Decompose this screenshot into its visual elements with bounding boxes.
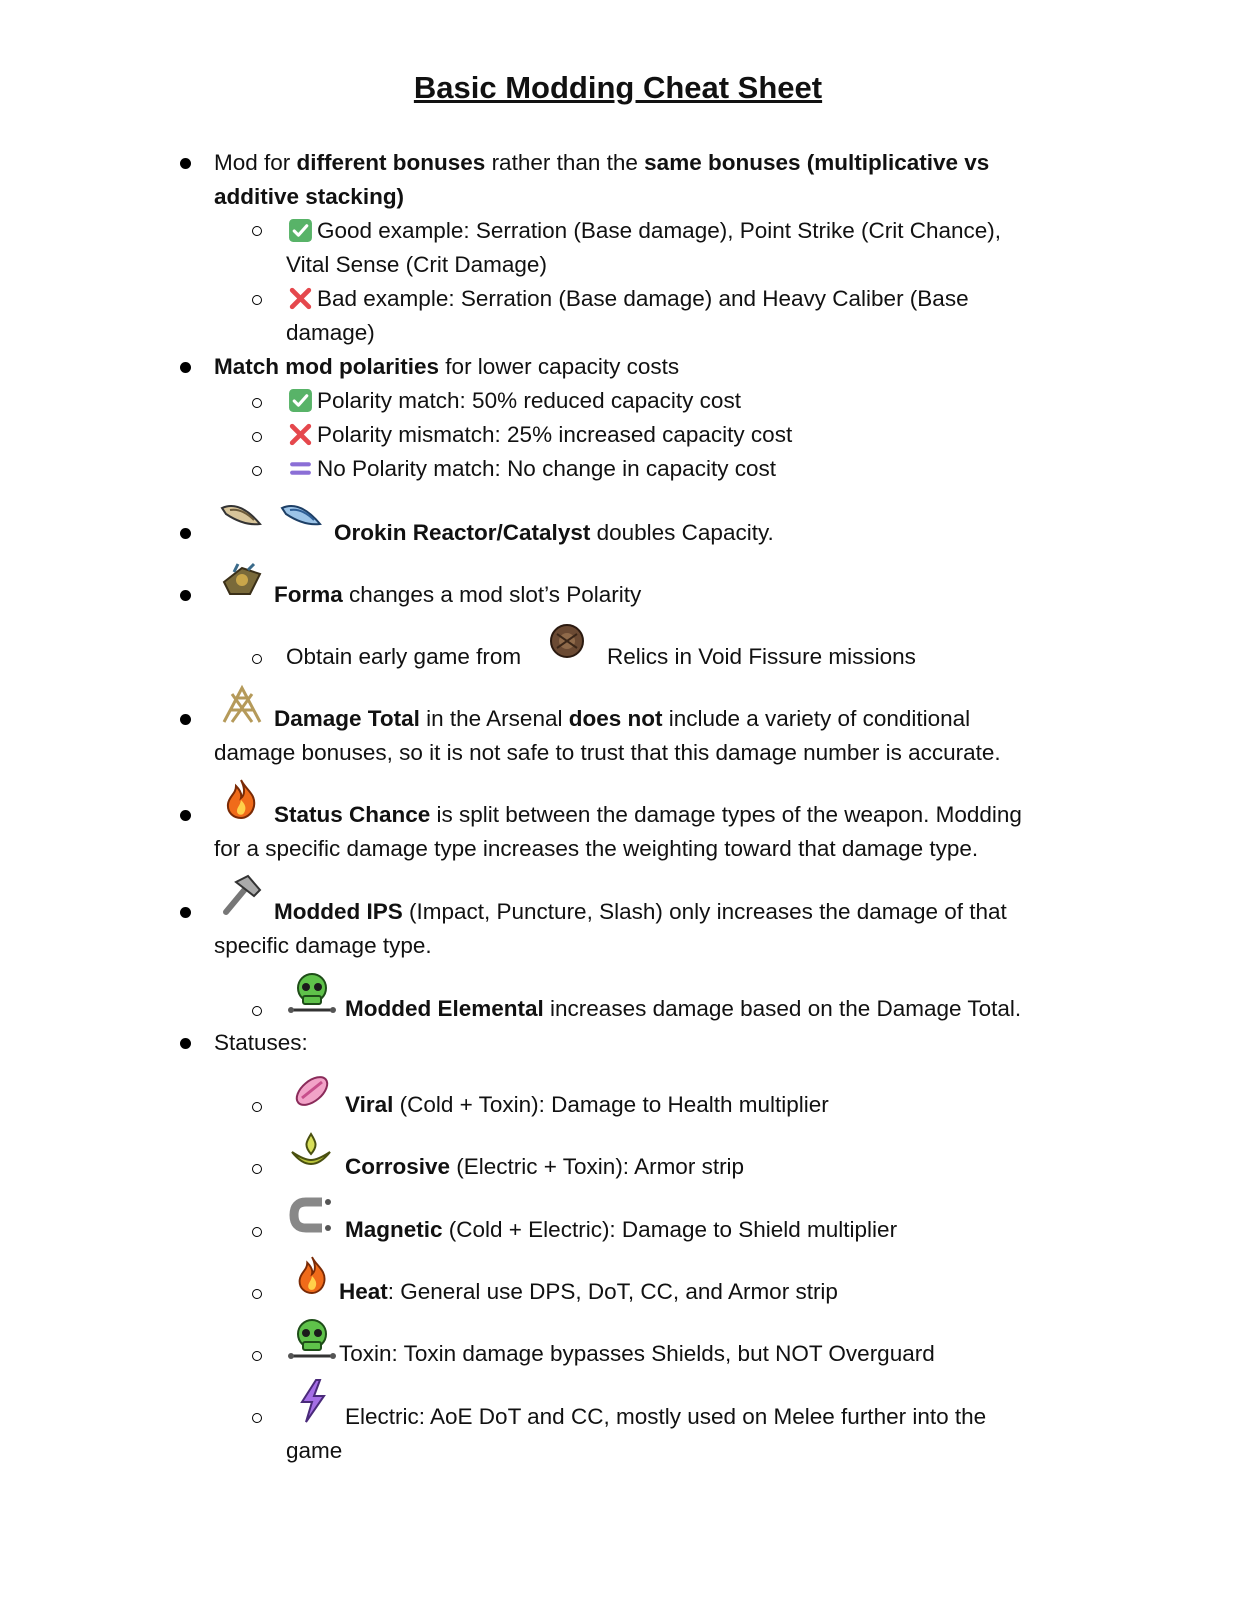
text: (Electric + Toxin): Armor strip xyxy=(450,1154,745,1179)
corrosive-icon xyxy=(288,1130,334,1174)
text-bold: different bonuses xyxy=(296,150,486,175)
bullet xyxy=(180,590,191,601)
bullet-7-line-2: specific damage type. xyxy=(214,933,432,958)
text: doubles Capacity. xyxy=(590,520,774,545)
text: in the Arsenal xyxy=(419,706,569,731)
orokin-catalyst-icon xyxy=(280,500,322,532)
text: rather than the xyxy=(485,150,645,175)
sub-bullet xyxy=(252,1351,262,1361)
bullet xyxy=(180,810,191,821)
text-bold: Modded IPS xyxy=(274,899,403,924)
forma-icon xyxy=(220,560,264,600)
text: No Polarity match: No change in capacity cost xyxy=(317,456,776,481)
bullet-1-line-2: additive stacking) xyxy=(214,184,405,209)
fire-icon xyxy=(294,1254,330,1296)
text-bold: Damage Total xyxy=(274,706,420,731)
sub-bullet xyxy=(252,432,262,442)
sub-bullet xyxy=(252,226,262,236)
status-heat xyxy=(339,1275,838,1309)
sub-bullet xyxy=(252,1164,262,1174)
text-bold: does not xyxy=(568,706,663,731)
text: : General use DPS, DoT, CC, and Armor strip xyxy=(387,1279,838,1304)
bullet-5-line-1 xyxy=(274,702,970,736)
status-toxin: Toxin: Toxin damage bypasses Shields, but NOT Overguard xyxy=(339,1341,935,1366)
sub-bullet xyxy=(252,654,262,664)
text-bold: Viral xyxy=(345,1092,394,1117)
cross-mark-icon xyxy=(288,422,313,447)
sub-bullet xyxy=(252,1006,262,1016)
bullet-3-line xyxy=(334,516,774,550)
bullet xyxy=(180,907,191,918)
sub-bullet xyxy=(252,1289,262,1299)
page-title: Basic Modding Cheat Sheet xyxy=(413,70,823,105)
sub-bullet xyxy=(252,1413,262,1423)
sub-bullet xyxy=(252,295,262,305)
text: Bad example: Serration (Base damage) and Heavy Caliber (Base xyxy=(317,286,969,311)
statuses-heading: Statuses: xyxy=(214,1030,308,1055)
text: include a variety of conditional xyxy=(662,706,971,731)
text: Polarity match: 50% reduced capacity cost xyxy=(317,388,741,413)
bullet-6-line-1 xyxy=(274,798,1022,832)
modded-elemental-line xyxy=(345,992,1021,1026)
bullet xyxy=(180,362,191,373)
text: for lower capacity costs xyxy=(439,354,680,379)
sub-bullet xyxy=(252,1102,262,1112)
bullet-7-line-1 xyxy=(274,895,1007,929)
bullet-4-line xyxy=(274,578,641,612)
no-polarity-line xyxy=(288,452,776,486)
obtain-from-text: Obtain early game from xyxy=(286,644,522,669)
fire-icon xyxy=(222,778,260,820)
check-mark-icon xyxy=(288,218,313,243)
status-magnetic xyxy=(345,1213,897,1247)
bullet-6-line-2: for a specific damage type increases the weighting toward that damage type. xyxy=(214,836,979,861)
toxin-skull-icon xyxy=(287,970,337,1016)
viral-icon xyxy=(290,1070,334,1112)
good-example-line-2: Vital Sense (Crit Damage) xyxy=(286,252,547,277)
bad-example-line-2: damage) xyxy=(286,320,375,345)
relics-text: Relics in Void Fissure missions xyxy=(607,644,916,669)
text-bold: Corrosive xyxy=(345,1154,451,1179)
text: Polarity mismatch: 25% increased capacity cost xyxy=(317,422,793,447)
bullet xyxy=(180,714,191,725)
text: is split between the damage types of the weapon. Modding xyxy=(430,802,1022,827)
check-mark-icon xyxy=(288,388,313,413)
text: (Impact, Puncture, Slash) only increases the damage of that xyxy=(402,899,1007,924)
text-bold: Orokin Reactor/Catalyst xyxy=(334,520,591,545)
polarity-mismatch-line xyxy=(288,418,792,452)
sub-bullet xyxy=(252,398,262,408)
text: (Cold + Toxin): Damage to Health multiplier xyxy=(393,1092,829,1117)
cross-mark-icon xyxy=(288,286,313,311)
text-bold: Modded Elemental xyxy=(345,996,544,1021)
bullet xyxy=(180,158,191,169)
text: Good example: Serration (Base damage), Point Strike (Crit Chance), xyxy=(317,218,1002,243)
polarity-match-line xyxy=(288,384,741,418)
magnet-icon xyxy=(288,1196,334,1234)
text-bold: Magnetic xyxy=(345,1217,443,1242)
good-example-line xyxy=(288,214,1001,248)
text-bold: Heat xyxy=(339,1279,388,1304)
bullet xyxy=(180,528,191,539)
bullet xyxy=(180,1038,191,1049)
damage-total-icon xyxy=(220,684,264,726)
status-viral xyxy=(345,1088,829,1122)
status-corrosive xyxy=(345,1150,744,1184)
bad-example-line xyxy=(288,282,969,316)
text-bold: Status Chance xyxy=(274,802,431,827)
bullet-5-line-2: damage bonuses, so it is not safe to trust that this damage number is accurate. xyxy=(214,740,1001,765)
text-bold: Forma xyxy=(274,582,343,607)
status-electric-line-1: Electric: AoE DoT and CC, mostly used on Melee further into the xyxy=(345,1404,987,1429)
relic-icon xyxy=(548,622,586,660)
text: changes a mod slot’s Polarity xyxy=(342,582,642,607)
text: increases damage based on the Damage Total. xyxy=(543,996,1022,1021)
text: Mod for xyxy=(214,150,297,175)
text-bold: same bonuses (multiplicative vs xyxy=(644,150,990,175)
equals-icon xyxy=(288,456,313,481)
toxin-skull-icon xyxy=(287,1316,337,1362)
text-bold: Match mod polarities xyxy=(214,354,440,379)
sub-bullet xyxy=(252,1227,262,1237)
bullet-1-line-1 xyxy=(214,146,989,180)
hammer-icon xyxy=(218,874,262,916)
orokin-reactor-icon xyxy=(220,500,262,532)
lightning-icon xyxy=(296,1378,328,1424)
sub-bullet xyxy=(252,466,262,476)
text: (Cold + Electric): Damage to Shield multiplier xyxy=(442,1217,898,1242)
bullet-2-line xyxy=(214,350,679,384)
status-electric-line-2: game xyxy=(286,1438,343,1463)
